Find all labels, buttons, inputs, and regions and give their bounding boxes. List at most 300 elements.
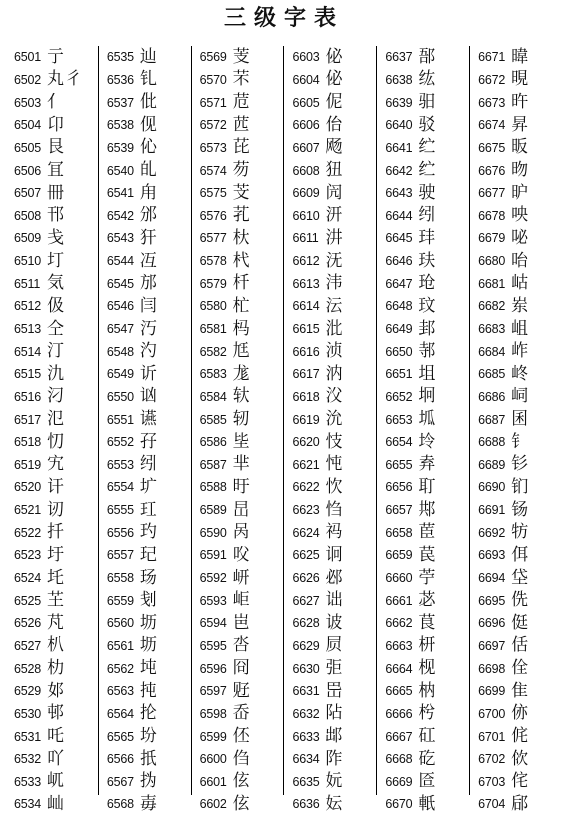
- table-row: [385, 476, 467, 499]
- table-row: [385, 431, 467, 454]
- char-code: 6652: [385, 389, 413, 404]
- char-glyph: 佴: [511, 544, 530, 565]
- table-row: [385, 91, 467, 114]
- table-row: [292, 272, 374, 295]
- char-glyph: 卬: [47, 114, 65, 135]
- char-code: 6677: [478, 186, 506, 201]
- char-code: 6513: [14, 322, 42, 336]
- char-glyph: 昇: [511, 114, 530, 135]
- char-code: 6566: [106, 752, 134, 767]
- table-row: [200, 771, 282, 794]
- table-row: [107, 476, 189, 499]
- table-row: [292, 476, 374, 499]
- char-code: 6517: [14, 412, 42, 427]
- table-row: [107, 589, 189, 612]
- char-code: 6522: [14, 525, 42, 540]
- char-code: 6552: [106, 435, 134, 450]
- table-row: [107, 703, 189, 726]
- char-glyph: 纼: [139, 454, 158, 475]
- char-code: 6685: [478, 367, 506, 382]
- char-code: 6606: [292, 118, 320, 133]
- char-glyph: 冏: [232, 658, 251, 679]
- char-glyph: 匼: [418, 771, 437, 792]
- table-row: [385, 318, 467, 341]
- char-glyph: 苠: [418, 544, 437, 565]
- char-glyph: 毐: [139, 793, 158, 814]
- char-glyph: 杙: [232, 250, 251, 271]
- char-code: 6587: [199, 457, 227, 472]
- char-glyph: 玞: [418, 250, 437, 271]
- char-glyph: 隹: [511, 680, 530, 701]
- char-glyph: 岙: [232, 703, 251, 724]
- char-code: 6639: [385, 95, 413, 110]
- char-glyph: 冊: [47, 182, 65, 203]
- char-code: 6591: [199, 548, 227, 563]
- char-glyph: 抡: [139, 703, 158, 724]
- char-code: 6553: [106, 457, 134, 472]
- table-row: [14, 567, 96, 590]
- table-row: [478, 771, 560, 794]
- table-row: [200, 204, 282, 227]
- table-row: [200, 589, 282, 612]
- char-code: 6509: [14, 231, 42, 246]
- char-glyph: 垈: [511, 567, 530, 588]
- table-row: [200, 567, 282, 590]
- char-glyph: 枧: [418, 658, 437, 679]
- table-row: [14, 363, 96, 386]
- char-glyph: 坥: [418, 363, 437, 384]
- char-glyph: 佸: [511, 635, 530, 656]
- char-glyph: 昒: [511, 160, 530, 181]
- char-code: 6563: [106, 684, 134, 699]
- table-row: [14, 46, 96, 69]
- table-row: [478, 272, 560, 295]
- table-row: [292, 204, 374, 227]
- table-row: [385, 680, 467, 703]
- char-glyph: 驶: [418, 182, 437, 203]
- table-row: [292, 793, 374, 816]
- char-glyph: 讦: [47, 476, 65, 497]
- char-glyph: 圫: [47, 567, 65, 588]
- char-code: 6633: [292, 729, 320, 744]
- char-glyph: 坬: [418, 409, 437, 430]
- char-code: 6703: [478, 774, 506, 789]
- table-row: [200, 69, 282, 92]
- char-code: 6635: [292, 774, 320, 789]
- char-glyph: 佖: [325, 46, 344, 67]
- table-row: [14, 318, 96, 341]
- char-glyph: 闶: [325, 182, 344, 203]
- table-row: [292, 363, 374, 386]
- table-row: [385, 567, 467, 590]
- char-glyph: 钆: [139, 69, 158, 90]
- table-row: [385, 363, 467, 386]
- char-code: 6643: [385, 186, 413, 201]
- char-code: 6540: [106, 163, 134, 178]
- char-code: 6675: [478, 140, 506, 155]
- table-row: [385, 69, 467, 92]
- char-code: 6651: [385, 367, 413, 382]
- char-glyph: 弡: [325, 658, 344, 679]
- table-row: [478, 431, 560, 454]
- char-glyph: 芴: [232, 160, 251, 181]
- char-code: 6505: [14, 140, 42, 155]
- table-row: [107, 771, 189, 794]
- char-glyph: 祃: [325, 522, 344, 543]
- char-code: 6666: [385, 706, 413, 721]
- char-code: 6541: [106, 186, 134, 201]
- char-glyph: 圩: [47, 544, 65, 565]
- char-glyph: 扽: [139, 680, 158, 701]
- table-row: [200, 137, 282, 160]
- char-code: 6542: [106, 208, 134, 223]
- char-code: 6531: [14, 729, 42, 744]
- table-row: [385, 114, 467, 137]
- table-row: [200, 386, 282, 409]
- table-row: [107, 227, 189, 250]
- char-code: 6554: [106, 480, 134, 495]
- char-code: 6684: [478, 344, 506, 359]
- char-glyph: 扺: [139, 748, 158, 769]
- table-row: [14, 272, 96, 295]
- char-code: 6573: [199, 140, 227, 155]
- char-glyph: 阽: [325, 703, 344, 724]
- table-row: [107, 69, 189, 92]
- table-row: [14, 295, 96, 318]
- char-code: 6627: [292, 593, 320, 608]
- table-row: [107, 748, 189, 771]
- table-row: [14, 521, 96, 544]
- char-glyph: 汋: [139, 341, 158, 362]
- char-glyph: 汅: [139, 318, 158, 339]
- table-row: [107, 137, 189, 160]
- char-code: 6530: [14, 706, 42, 721]
- char-glyph: 侹: [511, 612, 530, 633]
- char-code: 6581: [199, 322, 227, 336]
- table-row: [478, 521, 560, 544]
- table-row: [292, 250, 374, 273]
- char-glyph: 邚: [47, 680, 65, 701]
- char-code: 6596: [199, 661, 227, 676]
- char-code: 6631: [292, 684, 320, 699]
- char-glyph: 暐: [511, 46, 530, 67]
- char-glyph: 玘: [139, 544, 158, 565]
- table-row: [200, 91, 282, 114]
- char-glyph: 坒: [232, 431, 251, 452]
- char-code: 6520: [14, 480, 42, 495]
- table-row: [14, 227, 96, 250]
- char-glyph: 汀: [47, 341, 65, 362]
- char-code: 6614: [292, 299, 320, 314]
- char-code: 6690: [478, 480, 506, 495]
- char-glyph: 岨: [511, 318, 530, 339]
- char-code: 6521: [14, 503, 42, 518]
- table-row: [107, 521, 189, 544]
- char-code: 6629: [292, 638, 320, 653]
- table-row: [107, 635, 189, 658]
- char-glyph: 杄: [232, 273, 251, 294]
- char-code: 6594: [199, 616, 227, 631]
- char-glyph: 侘: [511, 771, 530, 792]
- char-code: 6668: [385, 752, 413, 767]
- table-row: [200, 544, 282, 567]
- table-row: [385, 454, 467, 477]
- char-glyph: 佽: [511, 748, 530, 769]
- char-glyph: 杩: [232, 318, 251, 339]
- table-row: [385, 793, 467, 816]
- char-code: 6567: [106, 774, 134, 789]
- table-row: [200, 318, 282, 341]
- char-glyph: 郚: [418, 46, 437, 67]
- char-glyph: 䜣: [139, 363, 158, 384]
- char-code: 6640: [385, 118, 413, 133]
- char-code: 6590: [199, 525, 227, 540]
- table-row: [200, 476, 282, 499]
- char-glyph: 汧: [325, 205, 344, 226]
- char-glyph: 驳: [418, 114, 437, 135]
- char-glyph: 咇: [511, 227, 530, 248]
- char-code: 6642: [385, 163, 413, 178]
- char-glyph: 玤: [418, 227, 437, 248]
- char-code: 6630: [292, 661, 320, 676]
- char-glyph: 冱: [139, 250, 158, 271]
- char-glyph: 犴: [139, 227, 158, 248]
- char-code: 6562: [106, 661, 134, 676]
- table-row: [292, 454, 374, 477]
- char-code: 6556: [106, 525, 134, 540]
- char-glyph: 呙: [232, 522, 251, 543]
- char-glyph: 茞: [418, 522, 437, 543]
- char-code: 6623: [292, 503, 320, 518]
- table-row: [200, 521, 282, 544]
- char-code: 6680: [478, 254, 506, 269]
- char-glyph: 岍: [232, 567, 251, 588]
- table-row: [14, 680, 96, 703]
- table-row: [14, 182, 96, 205]
- char-glyph: 岽: [511, 295, 530, 316]
- char-code: 6515: [14, 367, 42, 382]
- char-code: 6526: [14, 616, 42, 631]
- char-glyph: 牥: [511, 522, 530, 543]
- char-code: 6506: [14, 163, 42, 178]
- char-code: 6676: [478, 163, 506, 178]
- char-glyph: 氾: [47, 409, 65, 430]
- char-glyph: 気: [47, 273, 65, 294]
- table-row: [385, 340, 467, 363]
- char-glyph: 岊: [325, 680, 344, 701]
- char-code: 6655: [385, 457, 413, 472]
- char-glyph: 仳: [139, 92, 158, 113]
- table-row: [14, 793, 96, 816]
- table-row: [14, 137, 96, 160]
- table-row: [292, 612, 374, 635]
- char-glyph: 佁: [325, 114, 344, 135]
- table-row: [14, 657, 96, 680]
- char-glyph: 忮: [325, 431, 344, 452]
- table-row: [385, 612, 467, 635]
- char-code: 6700: [478, 706, 506, 721]
- table-row: [292, 295, 374, 318]
- char-glyph: 尪: [232, 341, 251, 362]
- table-row: [200, 725, 282, 748]
- char-glyph: 玟: [418, 295, 437, 316]
- table-row: [14, 408, 96, 431]
- table-row: [478, 91, 560, 114]
- char-glyph: 忳: [325, 454, 344, 475]
- table-row: [292, 771, 374, 794]
- char-glyph: 仝: [47, 318, 65, 339]
- char-code: 6693: [478, 548, 506, 563]
- table-row: [14, 204, 96, 227]
- char-glyph: 昄: [511, 137, 530, 158]
- char-code: 6612: [292, 254, 320, 269]
- char-code: 6545: [106, 276, 134, 291]
- char-glyph: 㕮: [232, 544, 251, 565]
- char-glyph: 纼: [418, 205, 437, 226]
- char-code: 6560: [106, 616, 134, 631]
- table-row: [200, 657, 282, 680]
- table-row: [200, 612, 282, 635]
- table-row: [107, 431, 189, 454]
- char-glyph: 汭: [325, 363, 344, 384]
- char-code: 6694: [478, 571, 506, 586]
- char-glyph: 苊: [232, 92, 251, 113]
- char-glyph: 耵: [418, 476, 437, 497]
- char-code: 6644: [385, 208, 413, 223]
- char-code: 6514: [14, 344, 42, 359]
- char-code: 6607: [292, 140, 320, 155]
- char-code: 6527: [14, 638, 42, 653]
- char-code: 6621: [292, 457, 320, 472]
- char-glyph: 亍: [47, 46, 65, 67]
- table-row: [478, 295, 560, 318]
- table-row: [385, 635, 467, 658]
- table-row: [14, 589, 96, 612]
- char-code: 6689: [478, 457, 506, 472]
- table-row: [107, 725, 189, 748]
- char-glyph: 杕: [232, 227, 251, 248]
- table-row: [200, 793, 282, 816]
- table-row: [478, 318, 560, 341]
- char-code: 6696: [478, 616, 506, 631]
- char-code: 6602: [199, 797, 227, 812]
- char-code: 6588: [199, 480, 227, 495]
- char-code: 6579: [199, 276, 227, 291]
- char-glyph: 坜: [139, 612, 158, 633]
- char-code: 6645: [385, 231, 413, 246]
- char-code: 6626: [292, 571, 320, 586]
- table-row: [478, 657, 560, 680]
- char-code: 6664: [385, 661, 413, 676]
- table-row: [385, 137, 467, 160]
- table-row: [385, 272, 467, 295]
- table-row: [14, 340, 96, 363]
- char-glyph: 纮: [418, 69, 437, 90]
- char-glyph: 矻: [418, 748, 437, 769]
- char-code: 6604: [292, 72, 320, 87]
- table-row: [292, 340, 374, 363]
- char-code: 6698: [478, 661, 506, 676]
- table-row: [478, 69, 560, 92]
- table-row: [14, 386, 96, 409]
- char-code: 6564: [106, 706, 134, 721]
- char-glyph: 芰: [232, 46, 251, 67]
- table-row: [14, 159, 96, 182]
- char-glyph: 讻: [139, 386, 158, 407]
- char-glyph: 旿: [511, 92, 530, 113]
- char-glyph: 伋: [47, 295, 65, 316]
- char-code: 6568: [106, 797, 134, 812]
- char-code: 6533: [14, 774, 42, 789]
- char-glyph: 玓: [139, 522, 158, 543]
- char-code: 6662: [385, 616, 413, 631]
- table-row: [200, 250, 282, 273]
- table-row: [200, 340, 282, 363]
- table-row: [292, 748, 374, 771]
- table-row: [478, 544, 560, 567]
- char-code: 6589: [199, 503, 227, 518]
- char-code: 6603: [292, 50, 320, 65]
- char-glyph: 邡: [139, 273, 158, 294]
- char-glyph: 吖: [47, 748, 65, 769]
- table-row: [200, 703, 282, 726]
- char-code: 6636: [292, 797, 320, 812]
- char-code: 6546: [106, 299, 134, 314]
- table-column: [99, 46, 192, 814]
- char-glyph: 郈: [511, 793, 530, 814]
- char-glyph: 纻: [418, 160, 437, 181]
- char-code: 6632: [292, 706, 320, 721]
- table-row: [478, 725, 560, 748]
- char-code: 6561: [106, 638, 134, 653]
- char-code: 6576: [199, 208, 227, 223]
- char-code: 6551: [106, 412, 134, 427]
- char-glyph: 圹: [139, 476, 158, 497]
- char-glyph: 㟃: [511, 386, 530, 407]
- char-glyph: 邿: [418, 341, 437, 362]
- table-row: [478, 182, 560, 205]
- char-code: 6682: [478, 299, 506, 314]
- table-row: [200, 431, 282, 454]
- char-code: 6524: [14, 571, 42, 586]
- char-glyph: 丸彳: [47, 69, 83, 90]
- table-row: [107, 499, 189, 522]
- char-code: 6660: [385, 571, 413, 586]
- char-glyph: 沇: [325, 409, 344, 430]
- char-code: 6538: [106, 118, 134, 133]
- char-glyph: 旵: [232, 499, 251, 520]
- char-code: 6571: [199, 95, 227, 110]
- char-code: 6536: [106, 72, 134, 87]
- table-row: [200, 408, 282, 431]
- table-row: [14, 544, 96, 567]
- char-code: 6657: [385, 503, 413, 518]
- table-row: [292, 589, 374, 612]
- char-code: 6593: [199, 593, 227, 608]
- char-code: 6544: [106, 254, 134, 269]
- char-glyph: 伲: [325, 92, 344, 113]
- char-code: 6617: [292, 367, 320, 382]
- char-code: 6661: [385, 593, 413, 608]
- table-row: [478, 748, 560, 771]
- table-row: [14, 250, 96, 273]
- char-glyph: 𣲗: [325, 273, 344, 294]
- char-glyph: 讱: [47, 499, 65, 520]
- table-row: [385, 589, 467, 612]
- char-glyph: 苉: [232, 114, 251, 135]
- char-glyph: 朳: [47, 635, 65, 656]
- table-row: [385, 386, 467, 409]
